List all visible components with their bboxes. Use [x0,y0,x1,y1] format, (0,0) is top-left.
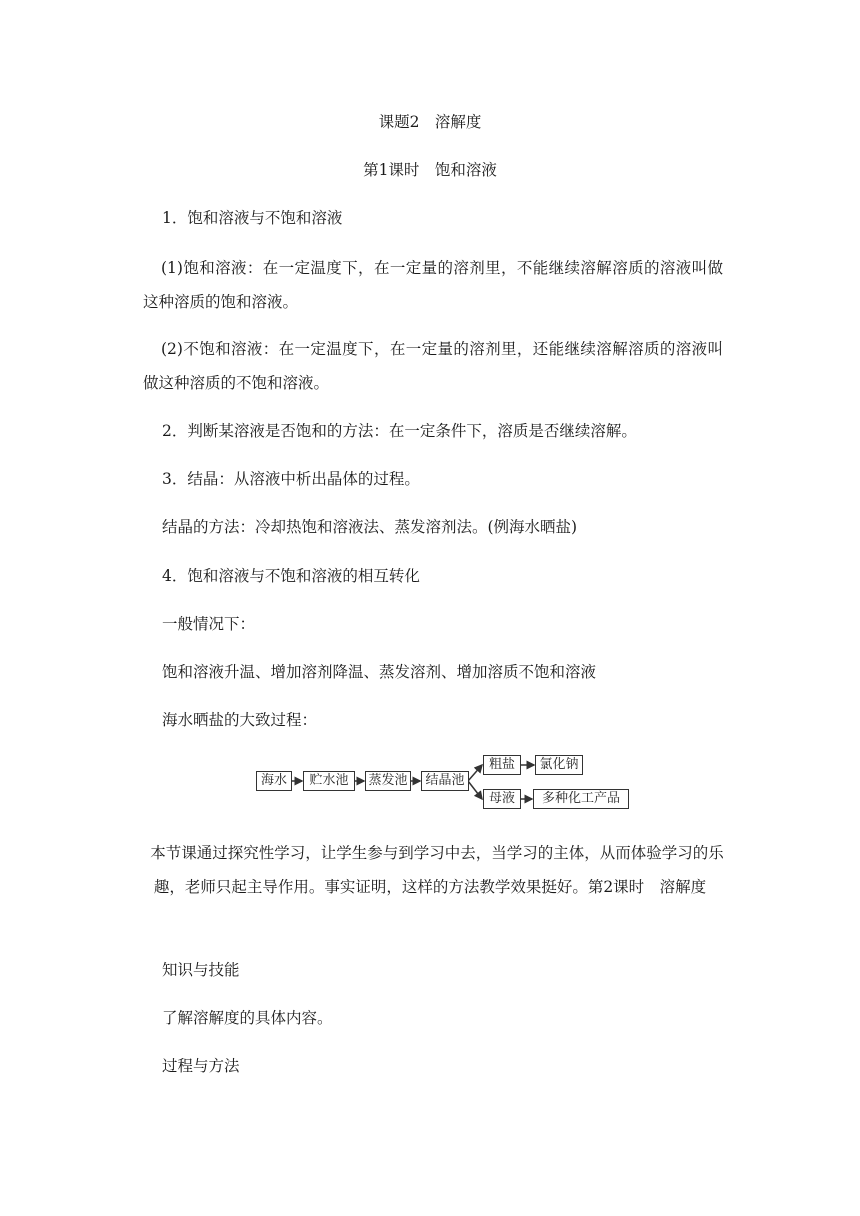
process-methods-heading: 过程与方法 [162,1057,240,1075]
flow-node-crystallization-pool: 结晶池 [421,771,469,791]
conversion-text: 饱和溶液升温、增加溶剂降温、蒸发溶剂、增加溶质不饱和溶液 [162,663,597,681]
flow-node-sodium-chloride: 氯化钠 [535,755,583,775]
section-1-heading: 1．饱和溶液与不饱和溶液 [162,209,343,227]
flow-node-evaporation-pool: 蒸发池 [365,771,411,791]
lesson-summary-text: 本节课通过探究性学习，让学生参与到学习中去，当学习的主体，从而体验学习的乐趣，老师只起主导作用。事实证明，这样的方法教学效果挺好。第2课时 溶解度 [150,844,724,896]
sea-salt-flow-diagram [254,752,634,814]
section-3-paragraph: 3．结晶：从溶液中析出晶体的过程。 [162,470,420,488]
knowledge-skills-text: 了解溶解度的具体内容。 [162,1009,333,1027]
saturated-solution-definition [143,251,723,319]
flow-node-seawater: 海水 [256,771,292,791]
unsaturated-solution-definition [143,332,723,400]
sea-salt-process-label: 海水晒盐的大致过程： [162,711,318,729]
general-case-label: 一般情况下： [162,615,256,633]
saturated-solution-text: (1)饱和溶液：在一定温度下，在一定量的溶剂里，不能继续溶解溶质的溶液叫做这种溶质的饱和溶液。 [143,259,723,311]
lesson-title: 课题2 溶解度 [378,113,482,131]
section-2-paragraph: 2．判断某溶液是否饱和的方法：在一定条件下，溶质是否继续溶解。 [162,422,637,440]
lesson-subtitle: 第1课时 饱和溶液 [363,161,497,179]
knowledge-skills-heading: 知识与技能 [162,961,240,979]
unsaturated-solution-text: (2)不饱和溶液：在一定温度下，在一定量的溶剂里，还能继续溶解溶质的溶液叫做这种溶质的不饱和溶液。 [143,340,723,392]
flow-node-mother-liquor: 母液 [483,789,521,809]
flow-node-storage-pool: 贮水池 [303,771,355,791]
crystallization-methods: 结晶的方法：冷却热饱和溶液法、蒸发溶剂法。(例海水晒盐) [162,518,578,536]
section-4-heading: 4．饱和溶液与不饱和溶液的相互转化 [162,567,420,585]
lesson-summary [130,836,730,904]
flow-node-chemical-products: 多种化工产品 [533,789,629,809]
flow-node-crude-salt: 粗盐 [483,755,521,775]
